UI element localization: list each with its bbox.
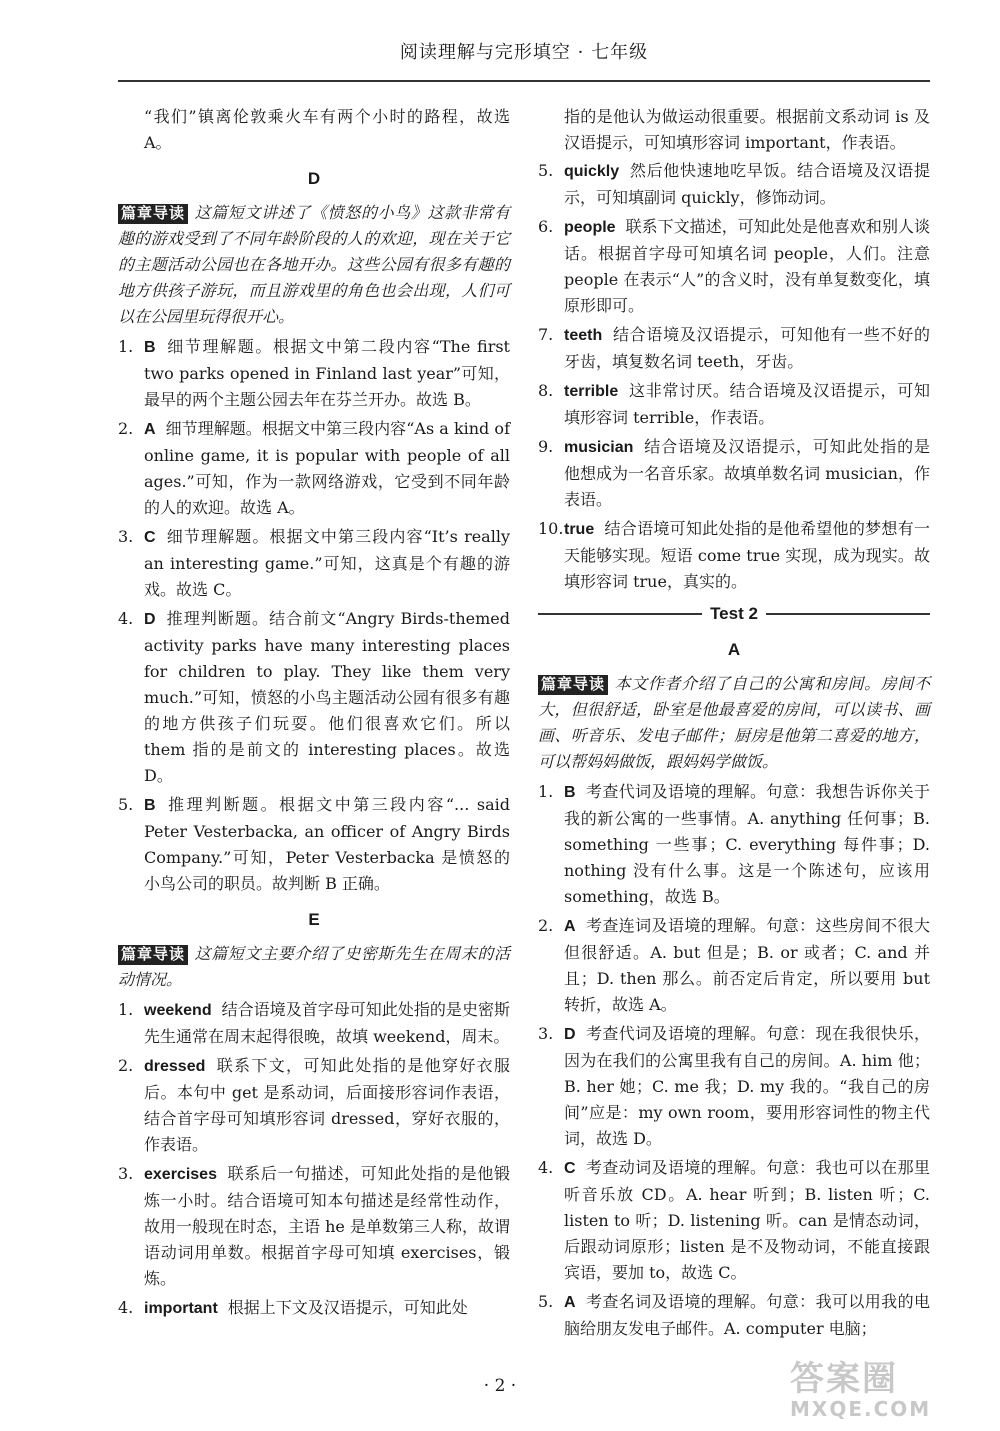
item-answer: true [564, 521, 595, 538]
item-number: 5. [118, 795, 134, 814]
watermark-text: 答案圈 [790, 1359, 898, 1399]
item-explanation: 考查代词及语境的理解。句意：现在我很快乐，因为在我们的公寓里我有自己的房间。A. him 他；B. her 她；C. me 我；D. my 我的。“我自己的房间”应是：my own room，要用形容词性的物主代词，故选 D。 [564, 1024, 930, 1148]
watermark-url: MXQE.COM [790, 1397, 932, 1421]
item-answer: important [144, 1300, 218, 1317]
item-explanation: 根据上下文及汉语提示，可知此处 [227, 1298, 468, 1317]
item-explanation: 推理判断题。结合前文“Angry Birds-themed activity parks have many interesting places for children to play. They like them very much.”可知，愤怒的小鸟主题活动公园有很多有趣的地方供孩子们玩耍。他们很喜欢它们。所以 them 指的是前文的 interesting places。故选 D。 [144, 609, 510, 785]
item-number: 3. [118, 527, 134, 546]
item-answer: C [564, 1160, 576, 1177]
item-explanation: 结合语境及首字母可知此处指的是史密斯先生通常在周末起得很晚，故填 weekend，周末。 [144, 1000, 510, 1046]
item-answer: A [144, 421, 156, 438]
answer-item [118, 416, 510, 521]
item-explanation: 联系下文，可知此处指的是他穿好衣服后。本句中 get 是系动词，后面接形容词作表语，结合首字母可知填形容词 dressed，穿好衣服的，作表语。 [144, 1056, 510, 1154]
answer-item [118, 1161, 510, 1292]
header-rule [118, 80, 930, 82]
item-explanation: 推理判断题。根据文中第三段内容“... said Peter Vesterbacka, an officer of Angry Birds Company.”可知，Peter Vesterbacka 是愤怒的小鸟公司的职员。故判断 B 正确。 [144, 795, 510, 893]
right-column [538, 104, 930, 1345]
item-explanation: 然后他快速地吃早饭。结合语境及汉语提示，可知填副词 quickly，修饰动词。 [564, 161, 930, 207]
item-number: 10. [538, 519, 564, 538]
item-number: 1. [118, 337, 134, 356]
item-answer: quickly [564, 163, 620, 180]
item-explanation: 考查连词及语境的理解。句意：这些房间不很大但很舒适。A. but 但是；B. or 或者；C. and 并且；D. then 那么。前否定后肯定，所以要用 but 转折，故选 A。 [564, 916, 930, 1014]
answer-item [538, 214, 930, 319]
item-number: 1. [118, 1000, 134, 1019]
item-number: 3. [538, 1024, 554, 1043]
answer-item [118, 1295, 510, 1322]
item-number: 2. [538, 916, 554, 935]
item-explanation: 考查代词及语境的理解。句意：我想告诉你关于我的新公寓的一些事情。A. anything 任何事；B. something 一些事；C. everything 每件事；D. nothing 没有什么事。这是一个陈述句，应该用 something，故选 B。 [564, 782, 930, 906]
answer-item [538, 378, 930, 431]
left-column [118, 104, 510, 1325]
item-answer: D [564, 1026, 576, 1043]
item-answer: B [144, 339, 156, 356]
answer-item [538, 913, 930, 1018]
answer-item [538, 322, 930, 375]
continued-answer: “我们”镇离伦敦乘火车有两个小时的路程，故选 A。 [144, 107, 510, 152]
answer-item [538, 1021, 930, 1152]
page-number: · 2 · [483, 1376, 517, 1396]
divider-rule-right [766, 613, 930, 615]
item-explanation: 结合语境及汉语提示，可知他有一些不好的牙齿，填复数名词 teeth，牙齿。 [564, 325, 930, 371]
item-answer: B [564, 784, 576, 801]
answer-item [538, 158, 930, 211]
test-divider [538, 601, 930, 627]
item-explanation: 结合语境及汉语提示，可知此处指的是他想成为一名音乐家。故填单数名词 musician，作表语。 [564, 437, 930, 509]
item-explanation: 这非常讨厌。结合语境及汉语提示，可知填形容词 terrible，作表语。 [564, 381, 930, 427]
section-title-d: D [307, 169, 321, 188]
item-number: 7. [538, 325, 554, 344]
item-explanation: 结合语境可知此处指的是他希望他的梦想有一天能够实现。短语 come true 实现，成为现实。故填形容词 true，真实的。 [564, 519, 930, 591]
answer-item [118, 997, 510, 1050]
item-number: 6. [538, 217, 554, 236]
answer-item [118, 606, 510, 789]
guide-badge: 篇章导读 [538, 675, 608, 695]
guide-badge: 篇章导读 [118, 945, 188, 965]
answer-item [538, 1155, 930, 1286]
item-answer: C [144, 529, 156, 546]
item-answer: musician [564, 439, 634, 456]
item-explanation: 考查动词及语境的理解。句意：我也可以在那里听音乐放 CD。A. hear 听到；B. listen 听；C. listen to 听；D. listening 听。can 是情态动词，后跟动词原形；listen 是不及物动词，不能直接跟宾语，要加 to，故选 C。 [564, 1158, 930, 1282]
item-number: 2. [118, 419, 134, 438]
item-answer: teeth [564, 327, 603, 344]
item-number: 5. [538, 1292, 554, 1311]
section-d-intro-text: 这篇短文讲述了《愤怒的小鸟》这款非常有趣的游戏受到了不同年龄阶段的人的欢迎，现在关于它的主题活动公园也在各地开办。这些公园有很多有趣的地方供孩子游玩，而且游戏里的角色也会出现，人们可以在公园里玩得很开心。 [118, 203, 510, 326]
divider-rule-left [538, 613, 702, 615]
item-answer: A [564, 918, 576, 935]
section-title-e: E [308, 910, 320, 929]
item-answer: exercises [144, 1166, 217, 1183]
running-header: 阅读理解与完形填空 · 七年级 [399, 42, 649, 63]
item-answer: D [144, 611, 156, 628]
watermark-logo [790, 1360, 990, 1422]
item-answer: people [564, 219, 616, 236]
item-explanation: 细节理解题。根据文中第三段内容“As a kind of online game, it is popular with people of all ages.”可知，作为一款网络游戏，它受到不同年龄的人的欢迎。故选 A。 [144, 419, 510, 517]
item-answer: weekend [144, 1002, 212, 1019]
answer-item [538, 1289, 930, 1342]
item-number: 9. [538, 437, 554, 456]
section-e-intro-text: 这篇短文主要介绍了史密斯先生在周末的活动情况。 [118, 944, 510, 989]
item-number: 4. [118, 1298, 134, 1317]
section-d-intro [118, 200, 510, 330]
test-label: Test 2 [710, 604, 758, 623]
section-a-intro-text: 本文作者介绍了自己的公寓和房间。房间不大，但很舒适，卧室是他最喜爱的房间，可以读书、画画、听音乐、发电子邮件；厨房是他第二喜爱的地方，可以帮妈妈做饭，跟妈妈学做饭。 [538, 674, 930, 771]
continued-answer: 指的是他认为做运动很重要。根据前文系动词 is 及汉语提示，可知填形容词 important，作表语。 [564, 107, 930, 152]
section-a-intro [538, 671, 930, 775]
section-e-intro [118, 941, 510, 993]
item-number: 2. [118, 1056, 134, 1075]
item-number: 3. [118, 1164, 134, 1183]
item-number: 4. [118, 609, 134, 628]
answer-item [538, 434, 930, 513]
item-explanation: 联系后一句描述，可知此处指的是他锻炼一小时。结合语境可知本句描述是经常性动作，故用一般现在时态，主语 he 是单数第三人称，故谓语动词用单数。根据首字母可知填 exercises，锻炼。 [144, 1164, 510, 1288]
item-answer: B [144, 797, 156, 814]
item-explanation: 考查名词及语境的理解。句意：我可以用我的电脑给朋友发电子邮件。A. computer 电脑； [564, 1292, 930, 1338]
item-number: 8. [538, 381, 554, 400]
answer-item [118, 792, 510, 897]
answer-item [538, 516, 930, 595]
item-answer: terrible [564, 383, 619, 400]
item-number: 1. [538, 782, 554, 801]
guide-badge: 篇章导读 [118, 204, 188, 224]
answer-item [118, 524, 510, 603]
item-explanation: 细节理解题。根据文中第二段内容“The first two parks opened in Finland last year”可知，最早的两个主题公园去年在芬兰开办。故选 B。 [144, 337, 510, 409]
answer-item [118, 334, 510, 413]
item-answer: A [564, 1294, 576, 1311]
item-number: 5. [538, 161, 554, 180]
item-explanation: 联系下文描述，可知此处是他喜欢和别人谈话。根据首字母可知填名词 people，人们。注意 people 在表示“人”的含义时，没有单复数变化，填原形即可。 [564, 217, 930, 315]
item-number: 4. [538, 1158, 554, 1177]
item-answer: dressed [144, 1058, 206, 1075]
answer-item [538, 779, 930, 910]
answer-item [118, 1053, 510, 1158]
section-title-a: A [727, 640, 741, 659]
item-explanation: 细节理解题。根据文中第三段内容“It’s really an interesting game.”可知，这真是个有趣的游戏。故选 C。 [144, 527, 510, 599]
